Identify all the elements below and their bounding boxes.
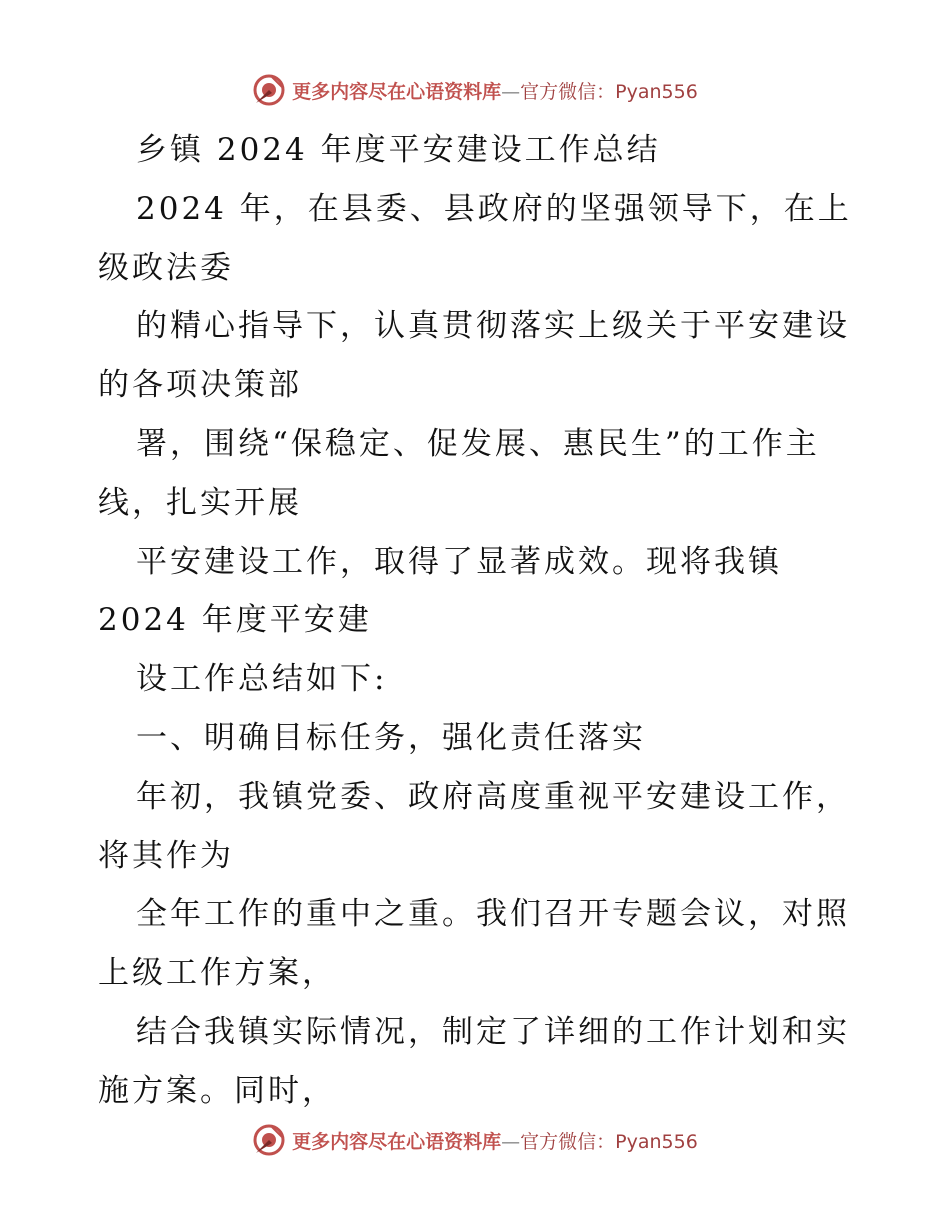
watermark-text — [292, 1127, 698, 1154]
watermark-site: 更多内容尽在心语资料库 — [292, 80, 502, 103]
header-watermark — [0, 70, 950, 110]
paragraph-line: 的各项决策部 — [98, 367, 302, 404]
paragraph-line: 一、明确目标任务，强化责任落实 — [136, 719, 646, 756]
paragraph-line: 乡镇 2024 年度平安建设工作总结 — [136, 132, 661, 168]
pen-circle-logo-icon — [252, 1123, 286, 1157]
paragraph-line: 施方案。同时， — [98, 1072, 336, 1109]
paragraph-line: 上级工作方案， — [98, 955, 336, 992]
paragraph-line: 的精心指导下，认真贯彻落实上级关于平安建设 — [136, 308, 850, 345]
watermark-dash: — — [501, 80, 521, 103]
pen-circle-logo-icon — [252, 73, 286, 107]
watermark-dash: — — [501, 1130, 521, 1153]
paragraph-line: 级政法委 — [98, 249, 234, 286]
paragraph-line: 年初，我镇党委、政府高度重视平安建设工作， — [136, 778, 850, 815]
paragraph-line: 设工作总结如下: — [136, 661, 388, 698]
watermark-wechat: 官方微信：Pyan556 — [520, 80, 698, 103]
paragraph-line: 平安建设工作，取得了显著成效。现将我镇 — [136, 543, 782, 580]
watermark-text — [292, 77, 698, 104]
paragraph-line: 署，围绕“保稳定、促发展、惠民生”的工作主 — [136, 425, 820, 462]
paragraph-line: 2024 年度平安建 — [98, 602, 372, 639]
document-body — [98, 121, 858, 1121]
watermark-site: 更多内容尽在心语资料库 — [292, 1130, 502, 1153]
paragraph-line: 结合我镇实际情况，制定了详细的工作计划和实 — [136, 1013, 850, 1050]
paragraph-line: 全年工作的重中之重。我们召开专题会议，对照 — [136, 896, 850, 933]
paragraph-line: 2024 年，在县委、县政府的坚强领导下，在上 — [136, 190, 852, 227]
footer-watermark — [0, 1120, 950, 1160]
paragraph-line: 线，扎实开展 — [98, 484, 302, 521]
watermark-wechat: 官方微信：Pyan556 — [520, 1130, 698, 1153]
paragraph-line: 将其作为 — [98, 837, 234, 874]
